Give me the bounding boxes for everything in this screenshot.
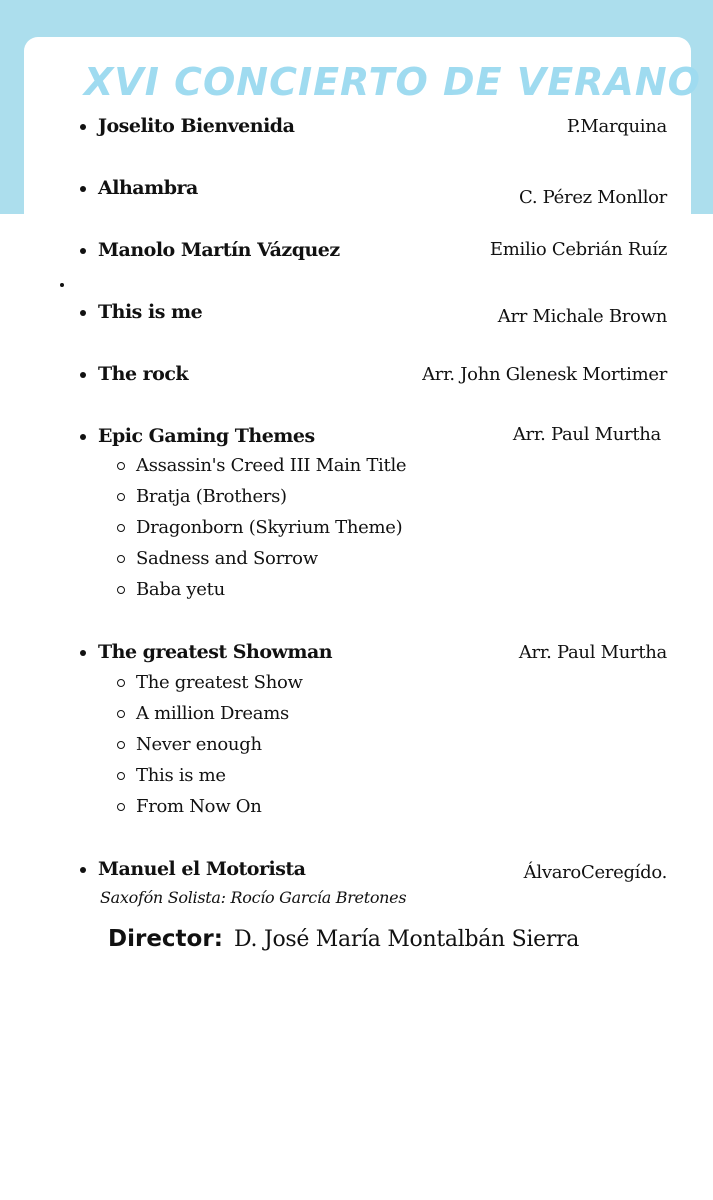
medley-item: A million Dreams — [136, 703, 289, 724]
sub-bullet-icon — [117, 772, 125, 780]
sub-bullet-icon — [117, 803, 125, 811]
bullet-icon — [80, 186, 86, 192]
composer-credit: P.Marquina — [566, 116, 667, 137]
piece-title: This is me — [98, 301, 203, 323]
composer-credit: ÁlvaroCeregído. — [523, 862, 667, 883]
bullet-icon — [80, 372, 86, 378]
medley-item: Bratja (Brothers) — [136, 486, 287, 507]
medley-item: Never enough — [136, 734, 262, 755]
bullet-icon — [80, 650, 86, 656]
medley-item: Sadness and Sorrow — [136, 548, 318, 569]
medley-item: This is me — [136, 765, 226, 786]
stray-dot — [60, 283, 64, 287]
composer-credit: Arr. Paul Murtha — [518, 642, 667, 663]
bullet-icon — [80, 867, 86, 873]
medley-item: From Now On — [136, 796, 262, 817]
composer-credit: Arr Michale Brown — [497, 306, 667, 327]
bullet-icon — [80, 434, 86, 440]
concert-title: XVI CONCIERTO DE VERANO — [84, 60, 701, 104]
sub-bullet-icon — [117, 555, 125, 563]
composer-credit: Arr. Paul Murtha — [512, 424, 661, 445]
medley-item: Assassin's Creed III Main Title — [136, 455, 407, 476]
sub-bullet-icon — [117, 679, 125, 687]
piece-title: Manolo Martín Vázquez — [98, 239, 340, 261]
program-card — [24, 37, 701, 1200]
sub-bullet-icon — [117, 524, 125, 532]
sub-bullet-icon — [117, 462, 125, 470]
bullet-icon — [80, 124, 86, 130]
bullet-icon — [80, 248, 86, 254]
director-name: D. José María Montalbán Sierra — [234, 927, 580, 952]
composer-credit: Emilio Cebrián Ruíz — [489, 239, 667, 260]
piece-title: Manuel el Motorista — [98, 858, 306, 880]
sub-bullet-icon — [117, 586, 125, 594]
sub-bullet-icon — [117, 710, 125, 718]
bullet-icon — [80, 310, 86, 316]
piece-title: Joselito Bienvenida — [98, 115, 295, 137]
piece-title: The greatest Showman — [98, 641, 333, 663]
piece-title: The rock — [98, 363, 189, 385]
soloist-note: Saxofón Solista: Rocío García Bretones — [100, 888, 407, 907]
medley-item: Dragonborn (Skyrium Theme) — [136, 517, 403, 538]
piece-title: Epic Gaming Themes — [98, 425, 315, 447]
composer-credit: C. Pérez Monllor — [518, 187, 667, 208]
medley-item: Baba yetu — [136, 579, 225, 600]
sub-bullet-icon — [117, 741, 125, 749]
piece-title: Alhambra — [98, 177, 198, 199]
sub-bullet-icon — [117, 493, 125, 501]
composer-credit: Arr. John Glenesk Mortimer — [422, 364, 667, 385]
medley-item: The greatest Show — [136, 672, 303, 693]
director-label: Director: — [108, 926, 223, 952]
